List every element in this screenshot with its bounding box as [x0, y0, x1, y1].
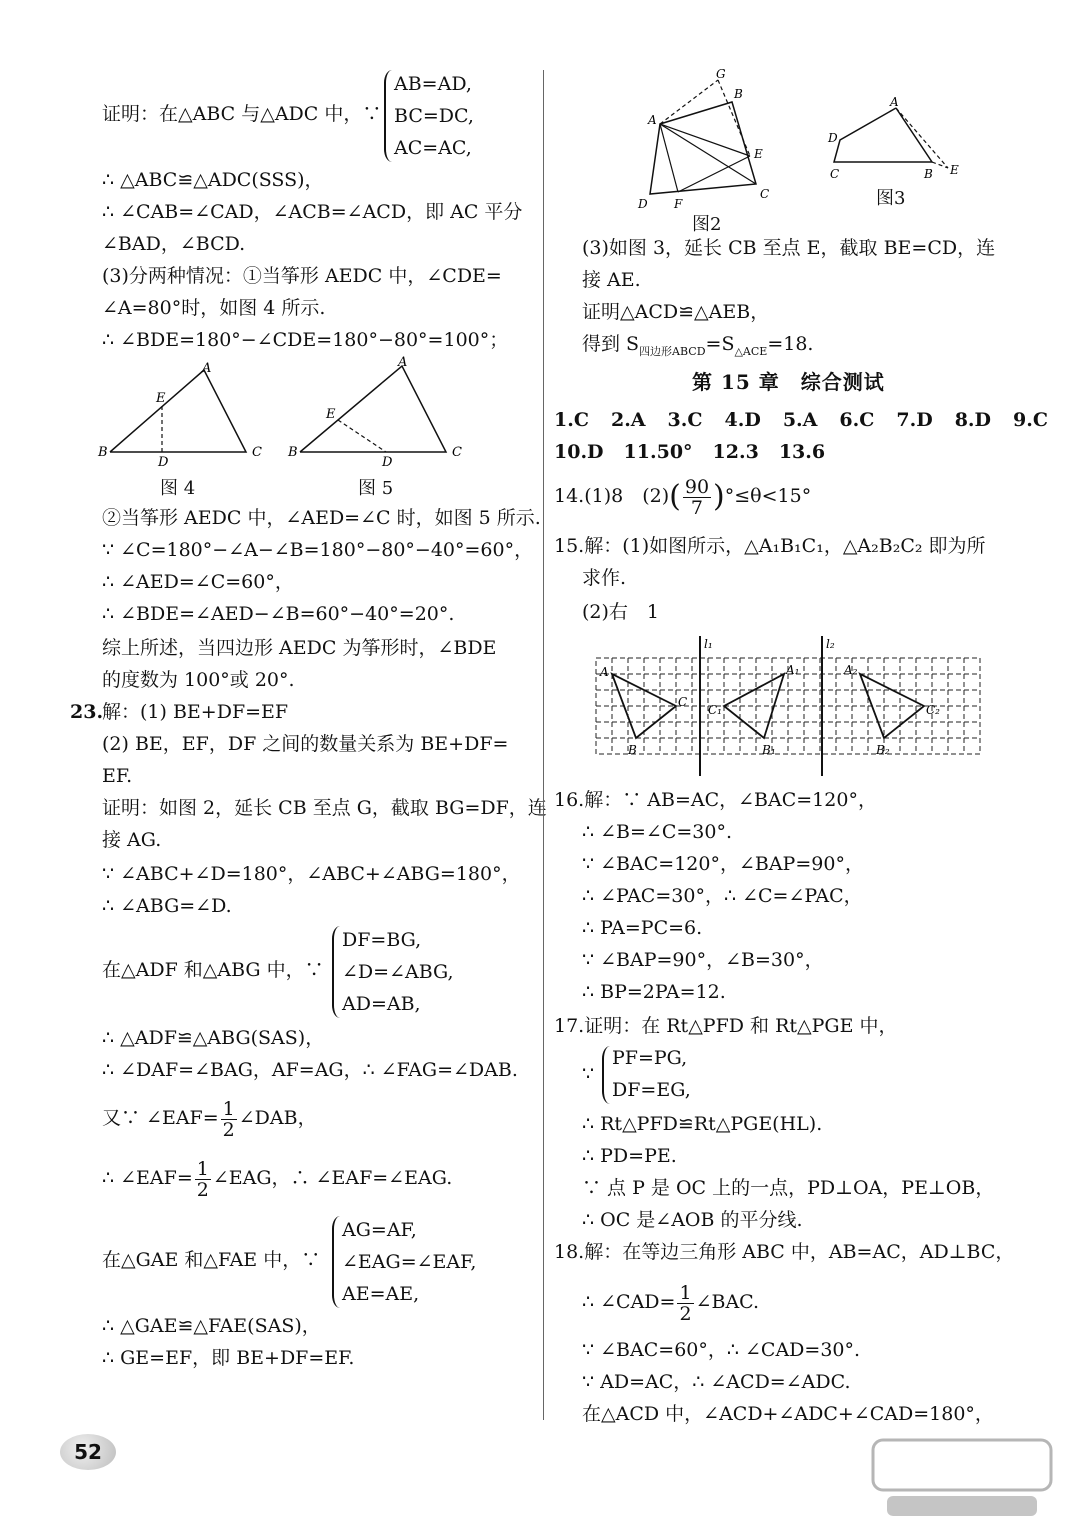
- vertex-label: A₂: [844, 663, 858, 677]
- text-line: ∵ 点 P 是 OC 上的一点，PD⊥OA，PE⊥OB，: [582, 1177, 995, 1199]
- vertex-label: A: [890, 96, 899, 109]
- text-line: 接 AE.: [582, 269, 641, 291]
- text-line: 18.解：在等边三角形 ABC 中，AB=AC，AD⊥BC，: [554, 1241, 1015, 1263]
- equation: ∠EAG=∠EAF,: [342, 1251, 477, 1273]
- text-line: 接 AG.: [102, 829, 162, 851]
- answer-item: 13.6: [778, 441, 826, 463]
- fraction-one-half: [677, 1283, 693, 1324]
- text-line: ∴ OC 是∠AOB 的平分线.: [582, 1209, 803, 1231]
- text-line: ∵ ∠ABC+∠D=180°，∠ABC+∠ABG=180°，: [102, 863, 521, 885]
- text-line: 在△ADF 和△ABG 中，∵: [102, 959, 324, 981]
- vertex-label: F: [674, 197, 683, 211]
- text-fragment: 得到 S: [582, 333, 640, 355]
- fraction-numerator: 1: [679, 1281, 692, 1304]
- text-fragment: ∠DAB，: [238, 1107, 317, 1129]
- text-line: ∴ ∠CAB=∠CAD，∠ACB=∠ACD，即 AC 平分: [102, 201, 523, 223]
- answer-item: 3.C: [667, 409, 703, 431]
- text-line: ∵ ∠C=180°−∠A−∠B=180°−80°−40°=60°，: [102, 539, 534, 561]
- vertex-label: A: [600, 665, 609, 679]
- figure-4-diagram: [96, 360, 276, 470]
- text-line: [582, 332, 813, 364]
- answer-item: 9.C: [1013, 409, 1048, 431]
- column-divider: [543, 70, 544, 1420]
- text-line: [102, 1156, 452, 1200]
- answer-item: 12.3: [712, 441, 759, 463]
- answer-item: 7.D: [896, 409, 933, 431]
- vertex-label: B: [924, 167, 933, 181]
- vertex-label: C: [830, 167, 840, 181]
- vertex-label: C₁: [708, 703, 722, 717]
- equation: ∠D=∠ABG,: [342, 961, 454, 983]
- text-line: 17.证明：在 Rt△PFD 和 Rt△PGE 中，: [554, 1015, 898, 1037]
- vertex-label: D: [158, 455, 169, 470]
- text-line: ∴ PD=PE.: [582, 1145, 677, 1167]
- text-line: 在△GAE 和△FAE 中，∵: [102, 1249, 321, 1271]
- text-line: 解：(1) BE+DF=EF: [102, 701, 289, 723]
- answer-row: [554, 440, 825, 464]
- equation: AB=AD,: [394, 73, 472, 95]
- line-label: l₂: [826, 637, 835, 651]
- watermark-logo: [867, 1434, 1057, 1528]
- answer-row: [554, 408, 1048, 432]
- text-fragment: ∠EAG，∴ ∠EAF=∠EAG.: [212, 1167, 453, 1189]
- equation: AC=AC,: [394, 137, 472, 159]
- fraction: [683, 477, 711, 518]
- system-brace: [332, 926, 340, 1018]
- text-line: ∴ ∠AED=∠C=60°，: [102, 571, 294, 593]
- text-line: ②当筝形 AEDC 中，∠AED=∠C 时，如图 5 所示.: [102, 507, 541, 529]
- text-line: [102, 1096, 317, 1140]
- equation: DF=BG,: [342, 929, 422, 951]
- figure-caption: 图3: [876, 188, 906, 209]
- text-line: ∴ △ABC≌△ADC(SSS)，: [102, 169, 324, 191]
- vertex-label: B₁: [762, 743, 776, 757]
- figure-caption: 图 5: [358, 478, 394, 499]
- vertex-label: B: [734, 87, 743, 101]
- answer-item: 10.D: [554, 441, 604, 463]
- equation: DF=EG,: [612, 1079, 691, 1101]
- equation: AG=AF,: [342, 1219, 417, 1241]
- vertex-label: B: [98, 445, 108, 460]
- text-line: ∴ △ADF≌△ABG(SAS)，: [102, 1027, 325, 1049]
- equation: AD=AB,: [342, 993, 421, 1015]
- vertex-label: D: [638, 197, 648, 211]
- text-fragment: ∴ ∠EAF=: [102, 1167, 193, 1189]
- text-line: (3)如图 3，延长 CB 至点 E，截取 BE=CD，连: [582, 237, 996, 259]
- text-fragment: 又∵ ∠EAF=: [102, 1107, 219, 1129]
- answer-item: 11.50°: [623, 441, 693, 463]
- fraction-numerator: 1: [222, 1097, 235, 1120]
- text-line: ∴ Rt△PFD≌Rt△PGE(HL).: [582, 1113, 823, 1135]
- watermark-graphic: [867, 1434, 1057, 1524]
- system-brace: [332, 1216, 340, 1308]
- text-line: 的度数为 100°或 20°.: [102, 669, 295, 691]
- answer-item: 4.D: [724, 409, 761, 431]
- vertex-label: C: [678, 695, 688, 709]
- text-line: ∴ △GAE≌△FAE(SAS)，: [102, 1315, 321, 1337]
- vertex-label: C₂: [926, 703, 940, 717]
- text-line: ∴ BP=2PA=12.: [582, 981, 726, 1003]
- vertex-label: G: [716, 67, 726, 81]
- vertex-label: A: [398, 355, 408, 370]
- text-line: ∴ ∠BDE=∠AED−∠B=60°−40°=20°.: [102, 603, 455, 625]
- fraction-one-half: [195, 1159, 211, 1200]
- fraction-numerator: 90: [684, 475, 710, 498]
- text-fragment: ∴ ∠CAD=: [582, 1291, 676, 1313]
- subscript: △ACE: [734, 344, 768, 358]
- text-line: (2)右 1: [582, 601, 660, 623]
- text-line: 证明：如图 2，延长 CB 至点 G，截取 BG=DF，连: [102, 797, 547, 819]
- line-label: l₁: [704, 637, 713, 651]
- fraction-denominator: 2: [222, 1118, 235, 1141]
- text-line: EF.: [102, 765, 133, 787]
- answer-item: 8.D: [954, 409, 991, 431]
- vertex-label: D: [382, 455, 393, 470]
- system-brace: [602, 1046, 610, 1104]
- vertex-label: C: [252, 445, 262, 460]
- grid-diagram: [594, 634, 1004, 780]
- figure-5-diagram: [286, 354, 476, 470]
- vertex-label: C: [452, 445, 462, 460]
- text-line: (2) BE，EF，DF 之间的数量关系为 BE+DF=: [102, 733, 509, 755]
- vertex-label: A: [648, 113, 657, 127]
- fraction-denominator: 2: [196, 1178, 209, 1201]
- paren-close: ): [713, 479, 725, 514]
- text-line: ∵ ∠BAC=120°，∠BAP=90°，: [582, 853, 864, 875]
- fraction-denominator: 7: [690, 496, 703, 519]
- equation: PF=PG,: [612, 1047, 688, 1069]
- text-line: ∵ ∠BAC=60°，∴ ∠CAD=30°.: [582, 1339, 861, 1361]
- equation: AE=AE,: [342, 1283, 420, 1305]
- text-fragment: ∠BAC.: [695, 1291, 760, 1313]
- text-line: ∴ ∠BDE=180°−∠CDE=180°−80°=100°；: [102, 329, 509, 351]
- text-line: [582, 1280, 759, 1324]
- vertex-label: A: [202, 361, 212, 376]
- text-fragment: =S: [705, 333, 735, 355]
- answer-item: 1.C: [554, 409, 589, 431]
- text-line: 证明△ACD≌△AEB，: [582, 301, 770, 323]
- vertex-label: E: [156, 391, 166, 406]
- fraction-numerator: 1: [196, 1157, 209, 1180]
- fraction-denominator: 2: [679, 1302, 692, 1325]
- text-line: 在△ACD 中，∠ACD+∠ADC+∠CAD=180°，: [582, 1403, 994, 1425]
- text-line: ∴ PA=PC=6.: [582, 917, 703, 939]
- vertex-label: A₁: [786, 663, 800, 677]
- vertex-label: B: [288, 445, 298, 460]
- text-line: ∵: [582, 1063, 595, 1085]
- figure-2-diagram: [634, 66, 784, 216]
- text-line: (3)分两种情况：①当筝形 AEDC 中，∠CDE=: [102, 265, 502, 287]
- text-line: 综上所述，当四边形 AEDC 为筝形时，∠BDE: [102, 637, 497, 659]
- subscript: 四边形ABCD: [639, 344, 706, 358]
- text-line: 15.解：(1)如图所示，△A₁B₁C₁，△A₂B₂C₂ 即为所: [554, 535, 986, 557]
- vertex-label: C: [760, 187, 770, 201]
- text-line: ∠A=80°时，如图 4 所示.: [102, 297, 326, 319]
- text-line: ∴ ∠B=∠C=30°.: [582, 821, 733, 843]
- question-number: 23.: [70, 701, 104, 723]
- vertex-label: E: [754, 147, 763, 161]
- vertex-label: D: [828, 131, 838, 145]
- page-number: 52: [60, 1434, 116, 1470]
- text-fragment: =18.: [767, 333, 814, 355]
- text-fragment: 14.(1)8 (2): [554, 485, 670, 507]
- text-line: ∵ ∠BAP=90°，∠B=30°，: [582, 949, 824, 971]
- text-line: 求作.: [582, 567, 627, 589]
- text-line: ∠BAD，∠BCD.: [102, 233, 246, 255]
- paren-open: (: [669, 479, 681, 514]
- vertex-label: B₂: [876, 743, 890, 757]
- system-brace: [384, 70, 392, 162]
- figure-3-diagram: [820, 96, 970, 186]
- text-line: ∴ ∠ABG=∠D.: [102, 895, 232, 917]
- figure-caption: 图 4: [160, 478, 196, 499]
- answer-item: 2.A: [610, 409, 646, 431]
- answer-item: 6.C: [839, 409, 875, 431]
- text-line: 证明：在△ABC 与△ADC 中，∵: [102, 103, 382, 125]
- vertex-label: E: [326, 407, 336, 422]
- text-fragment: °≤θ<15°: [724, 485, 812, 507]
- equation: BC=DC,: [394, 105, 474, 127]
- figure-caption: 图2: [692, 214, 722, 235]
- text-line: ∴ GE=EF，即 BE+DF=EF.: [102, 1347, 355, 1369]
- fraction-one-half: [221, 1099, 237, 1140]
- text-line: ∵ AD=AC，∴ ∠ACD=∠ADC.: [582, 1371, 851, 1393]
- chapter-heading: 第 15 章 综合测试: [692, 370, 885, 394]
- text-line: [554, 474, 811, 519]
- text-line: ∴ ∠PAC=30°，∴ ∠C=∠PAC，: [582, 885, 863, 907]
- text-line: 16.解：∵ AB=AC，∠BAC=120°，: [554, 789, 877, 811]
- text-line: ∴ ∠DAF=∠BAG，AF=AG，∴ ∠FAG=∠DAB.: [102, 1059, 518, 1081]
- answer-item: 5.A: [782, 409, 818, 431]
- vertex-label: B: [628, 743, 637, 757]
- vertex-label: E: [950, 163, 959, 177]
